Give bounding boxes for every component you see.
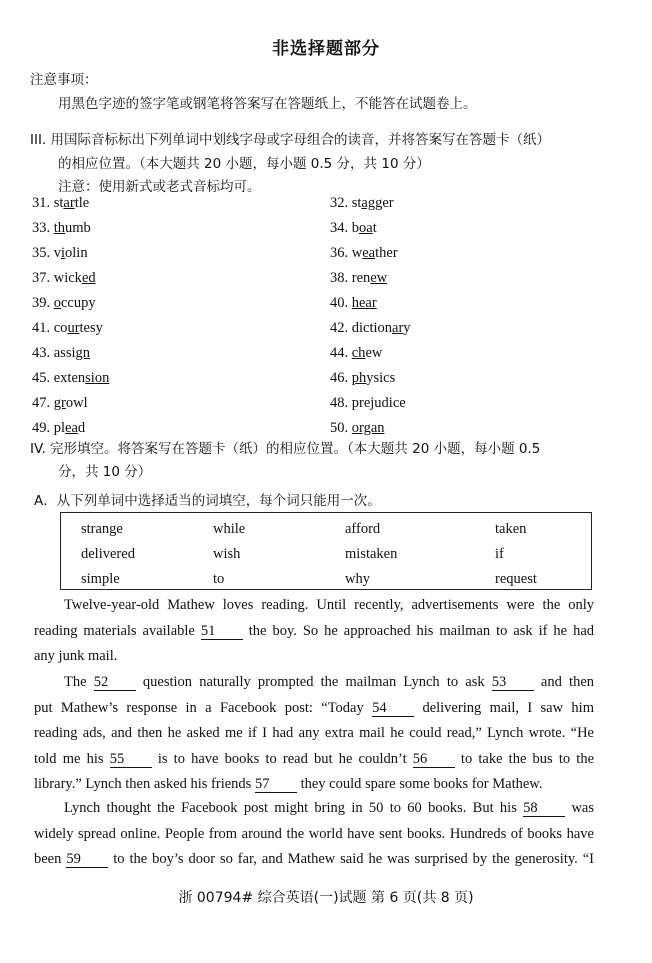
answer-blank[interactable]: 54 [372, 701, 414, 717]
underlined-letters: ea [65, 420, 78, 436]
word-part: er [382, 195, 394, 211]
phonetic-item [330, 319, 411, 337]
item-number: 47. [32, 395, 54, 411]
word-bank-item: mistaken [345, 546, 398, 562]
answer-blank[interactable]: 58 [523, 801, 565, 817]
section4-instruction-cont: 分，共 10 分） [58, 464, 152, 480]
item-number: 44. [330, 345, 352, 361]
passage-line: put Mathew’s response in a Facebook post: “Today 54 delivering mail, I saw him [34, 699, 594, 716]
part-a-instruction: A．从下列单词中选择适当的词填空，每个词只能用一次。 [34, 493, 381, 509]
word-bank-item: afford [345, 521, 381, 537]
underlined-letters: organ [351, 420, 385, 436]
word-bank-item: request [495, 571, 537, 587]
item-number: 50. [330, 420, 352, 436]
notice-heading: 注意事项： [30, 72, 98, 88]
item-number: 37. [32, 270, 54, 286]
word-part: y [403, 320, 411, 336]
item-number: 36. [330, 245, 352, 261]
item-number: 41. [32, 320, 54, 336]
phonetic-item [330, 369, 395, 387]
page-title: 非选择题部分 [272, 39, 380, 59]
underlined-letters: ur [67, 320, 80, 336]
phonetic-item [32, 344, 90, 362]
phonetic-item [330, 244, 398, 262]
word-part: diction [351, 320, 393, 336]
section3-note: 注意：使用新式或老式音标均可。 [58, 179, 261, 195]
item-number: 42. [330, 320, 352, 336]
underlined-letters: ph [351, 370, 367, 386]
word-part: pl [53, 420, 66, 436]
word-bank-item: wish [213, 546, 241, 562]
word-part: w [351, 245, 363, 261]
word-part: st [351, 195, 362, 211]
word-part: pre [351, 395, 371, 411]
phonetic-item [330, 269, 387, 287]
word-part: ren [351, 270, 371, 286]
phonetic-item [32, 419, 85, 437]
word-bank-item: if [495, 546, 504, 562]
passage-paragraph-2 [34, 670, 594, 798]
word-bank-item: taken [495, 521, 527, 537]
item-number: 49. [32, 420, 54, 436]
passage-line: widely spread online. People from around the world have sent books. Hundreds of books have [34, 825, 594, 842]
answer-blank[interactable]: 53 [492, 675, 534, 691]
phonetic-item [330, 294, 377, 312]
answer-blank[interactable]: 56 [413, 752, 455, 768]
phonetic-item [32, 369, 109, 387]
item-number: 38. [330, 270, 352, 286]
passage-line: Lynch thought the Facebook post might bring in 50 to 60 books. But his 58 was [64, 800, 594, 816]
word-bank-item: strange [81, 521, 123, 537]
item-number: 40. [330, 295, 352, 311]
phonetic-item [32, 269, 96, 287]
word-part: co [53, 320, 68, 336]
word-part: exten [53, 370, 86, 386]
word-bank-item: why [345, 571, 370, 587]
phonetic-item [32, 319, 103, 337]
underlined-letters: agg [361, 195, 383, 211]
word-bank-item: while [213, 521, 246, 537]
underlined-letters: ed [81, 270, 96, 286]
phonetic-item [32, 394, 88, 412]
section3-instruction: III. 用国际音标标出下列单词中划线字母或字母组合的读音，并将答案写在答题卡（纸） [30, 132, 551, 148]
phonetic-item [32, 244, 88, 262]
item-number: 45. [32, 370, 54, 386]
word-part: t [372, 220, 377, 236]
phonetic-item [330, 419, 385, 437]
item-number: 35. [32, 245, 54, 261]
word-part: ccupy [61, 295, 96, 311]
passage-line: been 59 to the boy’s door so far, and Mathew said he was surprised by the generosity. “I [34, 851, 594, 867]
word-part: udice [374, 395, 406, 411]
section4-instruction: IV. 完形填空。将答案写在答题卡（纸）的相应位置。（本大题共 20 小题，每小题 0.5 [30, 441, 541, 457]
answer-blank[interactable]: 52 [94, 675, 136, 691]
item-number: 48. [330, 395, 352, 411]
passage-line: any junk mail. [34, 648, 118, 664]
underlined-letters: th [53, 220, 66, 236]
passage-line: reading ads, and then he asked me if I had any extra mail he could read,” Lynch wrote. “He [34, 725, 594, 741]
phonetic-item [32, 194, 89, 212]
word-part: owl [65, 395, 88, 411]
page-footer: 浙 00794# 综合英语(一)试题 第 6 页(共 8 页) [178, 890, 474, 906]
word-bank-item: to [213, 571, 225, 587]
answer-blank[interactable]: 55 [110, 752, 152, 768]
phonetic-item [32, 219, 91, 237]
word-part: ther [375, 245, 398, 261]
item-number: 32. [330, 195, 352, 211]
word-part: olin [65, 245, 88, 261]
underlined-letters: sion [85, 370, 110, 386]
word-part: assi [53, 345, 76, 361]
underlined-letters: j [370, 395, 375, 411]
underlined-letters: ch [351, 345, 366, 361]
passage-paragraph-1 [34, 593, 594, 670]
underlined-letters: ar [392, 320, 404, 336]
section3-instruction-cont: 的相应位置。（本大题共 20 小题，每小题 0.5 分，共 10 分） [58, 156, 430, 172]
word-part: ew [365, 345, 383, 361]
underlined-letters: ar [63, 195, 75, 211]
passage-paragraph-3 [34, 796, 594, 873]
passage-line: library.” Lynch then asked his friends 57 they could spare some books for Mathew. [34, 776, 543, 792]
word-part: tle [74, 195, 90, 211]
underlined-letters: ew [370, 270, 388, 286]
answer-blank[interactable]: 59 [66, 852, 108, 868]
item-number: 31. [32, 195, 54, 211]
underlined-letters: oa [359, 220, 373, 236]
underlined-letters: i [61, 245, 66, 261]
word-part: v [53, 245, 61, 261]
word-part: b [351, 220, 359, 236]
underlined-letters: gn [75, 345, 90, 361]
word-part: st [53, 195, 64, 211]
passage-line: Twelve-year-old Mathew loves reading. Until recently, advertisements were the only [64, 597, 594, 613]
item-number: 39. [32, 295, 54, 311]
word-part: wick [53, 270, 82, 286]
item-number: 34. [330, 220, 352, 236]
word-part: tesy [79, 320, 103, 336]
phonetic-item [32, 294, 96, 312]
item-number: 46. [330, 370, 352, 386]
answer-blank[interactable]: 57 [255, 777, 297, 793]
underlined-letters: o [53, 295, 61, 311]
passage-line: The 52 question naturally prompted the mailman Lynch to ask 53 and then [64, 674, 594, 690]
word-bank-item: simple [81, 571, 120, 587]
word-bank-box [60, 512, 592, 590]
underlined-letters: hear [351, 295, 377, 311]
word-part: ysics [366, 370, 396, 386]
passage-line: told me his 55 is to have books to read but he couldn’t 56 to take the bus to the [34, 750, 595, 767]
passage-line: reading materials available 51 the boy. So he approached his mailman to ask if he had [34, 622, 595, 639]
phonetic-item [330, 344, 382, 362]
phonetic-item [330, 219, 377, 237]
notice-text: 用黑色字迹的签字笔或钢笔将答案写在答题纸上，不能答在试题卷上。 [58, 96, 477, 112]
word-part: d [77, 420, 86, 436]
word-bank-item: delivered [81, 546, 135, 562]
word-part: umb [65, 220, 91, 236]
underlined-letters: gr [53, 395, 66, 411]
phonetic-item [330, 194, 394, 212]
item-number: 33. [32, 220, 54, 236]
item-number: 43. [32, 345, 54, 361]
phonetic-item [330, 394, 406, 412]
answer-blank[interactable]: 51 [201, 624, 243, 640]
underlined-letters: ea [362, 245, 376, 261]
